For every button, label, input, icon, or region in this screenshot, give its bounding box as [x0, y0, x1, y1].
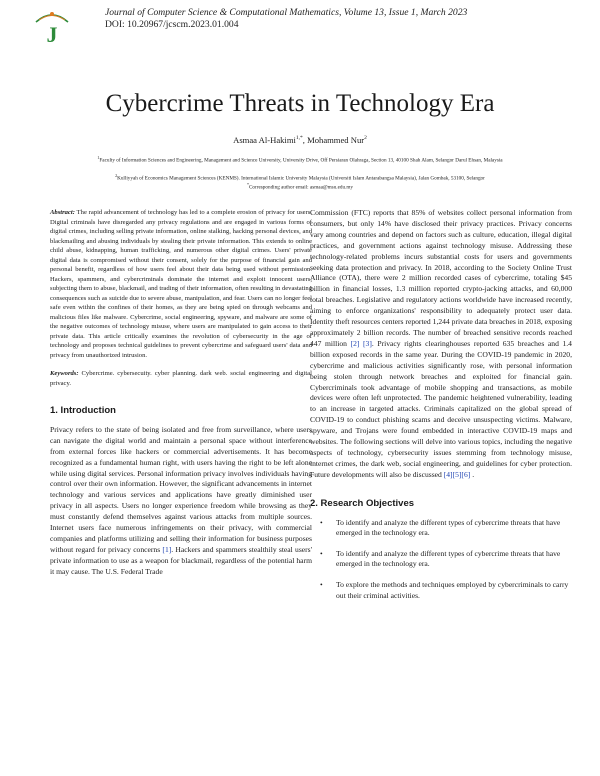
right-column	[310, 208, 572, 611]
author-superscript: 2	[364, 135, 367, 142]
citation-link[interactable]: [3]	[363, 338, 372, 348]
left-column	[50, 208, 312, 578]
affiliation-text: Kulliyyah of Economics Management Sciences (KENMS). International Islamic University Malaysia (Universiti Islam Antarabangsa Malaysia), Jalan Gombak, 53100, Selangor	[117, 175, 485, 182]
objectives-list	[310, 518, 572, 602]
section-heading: 2. Research Objectives	[310, 497, 415, 509]
abstract-text: The rapid advancement of technology has led to a complete erosion of privacy for users. Digital criminals have disregarded any privacy regulations and are engaged in various forms of digital crimes, including selling private information, online stalking, hacking personal devices, and blackmailing and abusing individuals by stealing their private information. This extends to online child abuse, kidnapping, human trafficking, and numerous other digital crimes. Users' private digital data is compromised without their consent, solely for the purpose of financial gain and personal benefit, regardless of how users feel about their data being used without permission. Hackers, spammers, and cybercriminals dominate the internet and exploit innocent users, subjecting them to abuse, blackmail, and trading of their information, often resulting in devastating consequences such as suicide due to severe abuse, manipulation, and fear. Users can no longer feel safe even within the confines of their homes, as they are being spied on through webcams and malicious files like malware. Cybercrime, social engineering, spyware, and malware are some of the negative outcomes of technology misuse, where users are manipulated to gain access to their private data. This article critically examines the revolution of cybersecurity in the age of technology and proposes technical guidelines to prevent cybercrime and safeguard users' data and privacy from unauthorized intrusion.	[50, 209, 312, 359]
paragraph-text: Privacy refers to the state of being isolated and free from surveillance, where users can navigate the digital world and maintain a personal space without interference from external forces like hackers or commercial advertisements. It has become recognized as a fundamental human right, with users having the right to be left alone while using digital services. Personal information privacy involves individuals having control over their own information. However, the significant advancements in internet technology and various services and applications have greatly diminished user privacy in all aspects. Users no longer experience freedom while browsing as they must constantly defend themselves against various attacks from multiple sources. Internet users face numerous infringements on their privacy, with commercial companies and platforms utilizing and selling their information for business purposes without regard for privacy concerns	[50, 424, 312, 554]
journal-citation: Journal of Computer Science & Computational Mathematics, Volume 13, Issue 1, March 2023	[105, 7, 468, 18]
author-name: Asmaa Al-Hakimi	[233, 135, 296, 145]
author-line	[0, 135, 600, 145]
affiliation-superscript: *	[246, 182, 249, 187]
corresponding-email: Corresponding author email: asmaa@msu.edu.my	[248, 184, 354, 191]
affiliation-1	[30, 153, 570, 166]
journal-logo-icon	[30, 6, 74, 46]
abstract-label: Abstract:	[50, 209, 75, 216]
author-separator: ,	[302, 135, 308, 145]
affiliation-superscript: 2	[115, 173, 118, 178]
list-item: • To identify and analyze the different types of cybercrime threats that have emerged in the technology era.	[332, 549, 572, 570]
intro-paragraph	[50, 425, 312, 578]
author-name: Mohammed Nur	[307, 135, 365, 145]
citation-link[interactable]: [1]	[162, 544, 172, 554]
citation-link[interactable]: [2]	[350, 338, 360, 348]
keywords-text: Cybercrime. cybersecuity. cyber planning. dark web. social engineering and digital privacy.	[50, 370, 312, 387]
intro-paragraph-continued	[310, 208, 572, 481]
doi: DOI: 10.20967/jcscm.2023.01.004	[105, 19, 239, 30]
paragraph-text: .	[470, 469, 475, 479]
paragraph-text: Commission (FTC) reports that 85% of websites collect personal information from consumers, but only 14% have disclosed their privacy practices. Privacy concerns vary among countries and depend on factors such as culture, education, illegal digital practices, and government actions against technology misuse. Addressing these technology-related problems incurs substantial costs for users and governments seeking data protection and privacy. In 2018, according to the Society Online Trust Alliance (OTA), there were 2 million recorded cases of cybercrime, totaling $45 billion in financial losses, 1.3 million reported crypto-jacking attacks, and 60,000 total breaches. Legislative and regulatory actions worldwide have increased recently, aiming to enforce organizations' responsibility to adequately protect user data. Identity theft resources centers reported 1,244 private data breaches in 2018, exposing approximately 2 billion records. The number of breached sensitive records reached 447 million	[310, 208, 572, 348]
list-item: • To identify and analyze the different types of cybercrime threats that have emerged in the technology era.	[332, 518, 572, 539]
affiliation-superscript: 1	[97, 155, 100, 160]
logo-letter: J	[46, 22, 58, 46]
affiliation-text: Faculty of Information Sciences and Engineering, Management and Science University, University Drive, Off Persiaran Olahraga, Section 13, 40100 Shah Alam, Selangor Darul Ehsan, Malaysia	[99, 157, 503, 164]
paper-title: Cybercrime Threats in Technology Era	[105, 90, 495, 117]
keywords	[50, 369, 312, 388]
list-item: • To explore the methods and techniques employed by cybercriminals to carry out their criminal activities.	[332, 580, 572, 601]
paragraph-text: . Privacy rights clearinghouses reported 635 breaches and 1.4 billion exposed records in the same year. During the COVID-19 pandemic in 2020, cybercrime and malicious activities significantly rose, with personal information being stolen through network breaches and exploited for financial gain. Cybercriminals took advantage of mobile shopping and transactions, as mobile devices were often left unprotected. The pandemic heightened vulnerability, leading to an increase in targeted attacks. Criminals capitalized on the global spread of COVID-19 to conduct phishing scams and deceive unsuspecting victims. Malware, spyware, and Trojans were found embedded in interactive COVID-19 maps and websites. The following sections will delve into various topics, including the negative aspects of technology, cybersecurity issues stemming from technology misuse, internet crimes, the dark web, social engineering, and guidelines for cyber protection. Future developments will also be discussed	[310, 338, 572, 479]
citation-link[interactable]: [4][5][6]	[443, 469, 471, 479]
author-superscript: 1,*	[295, 135, 303, 142]
keywords-label: Keywords:	[50, 370, 79, 377]
section-heading: 1. Introduction	[50, 405, 116, 416]
abstract	[50, 208, 312, 360]
corresponding-author	[30, 180, 570, 193]
paragraph-text: . Hackers and spammers stealthily steal users' private information to use as a weapon for blackmail, regardless of the potential harm it may cause. The U.S. Federal Trade	[50, 544, 312, 576]
